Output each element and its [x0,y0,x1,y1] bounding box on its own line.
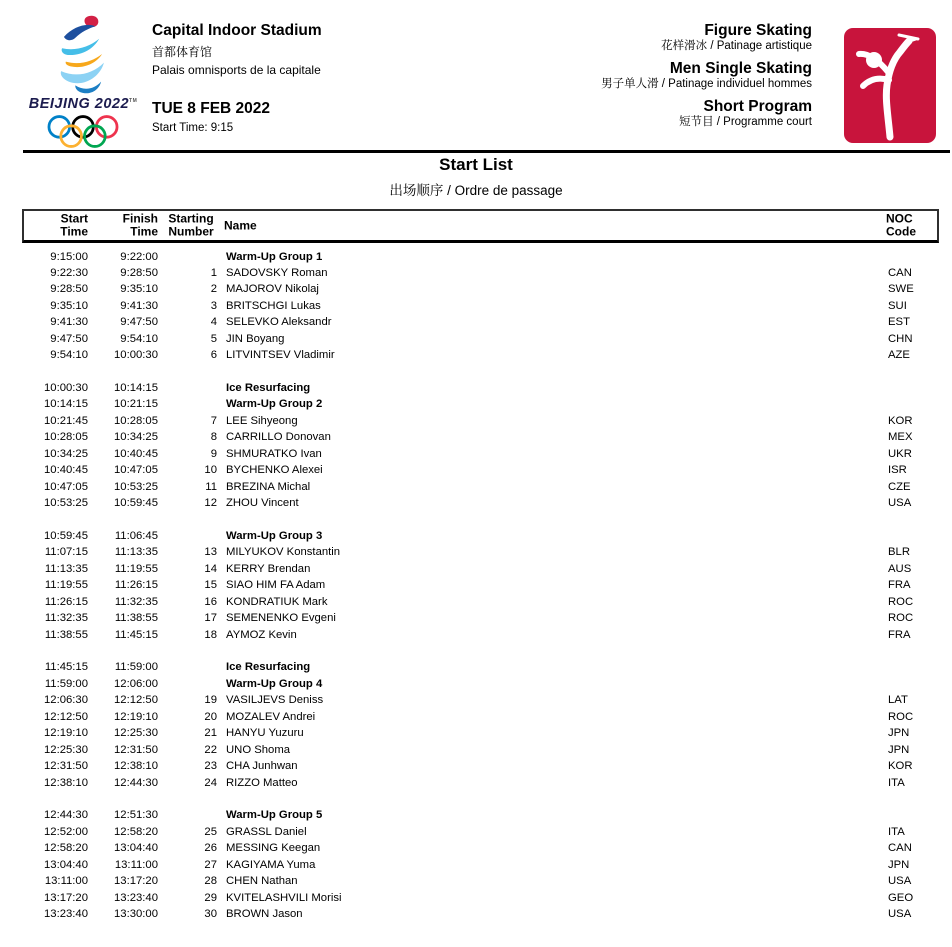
cell-starting-number: 20 [204,710,217,723]
event-sport: Figure Skating [704,22,812,39]
cell-start-time: 9:35:10 [50,299,88,312]
cell-starting-number: 3 [210,299,217,312]
cell-name: Warm-Up Group 4 [226,677,323,690]
cell-name: LITVINTSEV Vladimir [226,349,335,362]
table-row [22,281,939,297]
section-gap [22,512,939,528]
cell-starting-number: 5 [210,332,217,345]
page-title-sub: 出场顺序 / Ordre de passage [389,183,563,198]
cell-start-time: 11:38:55 [44,628,88,641]
cell-start-time: 12:31:50 [44,760,88,773]
cell-name: BYCHENKO Alexei [226,464,323,477]
table-row [22,709,939,725]
section-gap [22,643,939,659]
cell-name: JIN Boyang [226,332,285,345]
cell-noc-code: SWE [888,283,914,296]
cell-name: AYMOZ Kevin [226,628,297,641]
table-row [22,495,939,511]
cell-start-time: 12:38:10 [44,776,88,789]
cell-noc-code: ROC [888,710,914,723]
cell-starting-number: 21 [204,727,217,740]
cell-name: Warm-Up Group 2 [226,398,323,411]
cell-finish-time: 13:30:00 [114,908,158,920]
cell-start-time: 9:22:30 [50,266,88,279]
cell-name: SHMURATKO Ivan [226,447,322,460]
table-row [22,347,939,363]
table-row [22,561,939,577]
cell-name: KERRY Brendan [226,562,311,575]
cell-starting-number: 30 [204,908,217,920]
cell-starting-number: 27 [204,858,217,871]
cell-start-time: 9:15:00 [50,250,88,263]
page-title: Start List [439,155,513,174]
cell-noc-code: CAN [888,266,912,279]
cell-noc-code: CZE [888,480,911,493]
table-row [22,692,939,708]
cell-noc-code: JPN [888,743,910,756]
event-discipline: Men Single Skating [669,60,812,77]
table-row [22,594,939,610]
venue-title-chinese: 首都体育馆 [152,45,213,59]
table-row [22,479,939,495]
table-row [22,577,939,593]
cell-finish-time: 13:23:40 [114,891,158,904]
table-row [22,659,939,675]
cell-starting-number: 29 [204,891,217,904]
cell-start-time: 12:25:30 [44,743,88,756]
column-header-name: Name [224,217,257,232]
table-row [22,873,939,889]
cell-starting-number: 22 [204,743,217,756]
cell-finish-time: 11:13:35 [114,546,158,559]
cell-noc-code: AUS [888,562,912,575]
cell-noc-code: GEO [888,891,914,904]
cell-start-time: 12:06:30 [44,694,88,707]
cell-start-time: 10:53:25 [44,497,88,510]
session-block [152,100,270,134]
cell-start-time: 13:11:00 [44,875,88,888]
cell-finish-time: 11:19:55 [114,562,158,575]
cell-name: Warm-Up Group 3 [226,529,323,542]
cell-start-time: 12:44:30 [44,809,88,822]
table-row [22,446,939,462]
figure-skating-pictogram-icon [843,27,937,144]
cell-finish-time: 13:04:40 [114,842,158,855]
cell-start-time: 11:26:15 [44,595,88,608]
cell-noc-code: CHN [888,332,913,345]
cell-finish-time: 10:00:30 [114,349,158,362]
cell-name: CHA Junhwan [226,760,298,773]
table-row [22,758,939,774]
cell-finish-time: 10:47:05 [114,464,158,477]
venue-block [152,22,322,77]
cell-name: CARRILLO Donovan [226,431,331,444]
cell-starting-number: 10 [204,464,217,477]
cell-noc-code: USA [888,497,912,510]
cell-name: BRITSCHGI Lukas [226,299,321,312]
cell-finish-time: 10:53:25 [114,480,158,493]
table-row [22,824,939,840]
cell-finish-time: 10:59:45 [114,497,158,510]
table-row [22,725,939,741]
cell-finish-time: 12:58:20 [114,825,158,838]
cell-start-time: 11:45:15 [44,661,88,674]
cell-start-time: 13:23:40 [44,908,88,920]
table-row [22,627,939,643]
event-sport-sub: 花样滑冰 / Patinage artistique [661,40,812,52]
cell-noc-code: JPN [888,858,910,871]
cell-start-time: 10:21:45 [44,414,88,427]
cell-starting-number: 28 [204,875,217,888]
cell-noc-code: KOR [888,760,913,773]
cell-starting-number: 26 [204,842,217,855]
cell-starting-number: 12 [204,497,217,510]
cell-finish-time: 12:31:50 [114,743,158,756]
cell-finish-time: 12:51:30 [114,809,158,822]
cell-noc-code: FRA [888,579,911,592]
table-row [22,331,939,347]
cell-noc-code: KOR [888,414,913,427]
section-gap [22,364,939,380]
table-row [22,429,939,445]
table-row [22,265,939,281]
table-row [22,676,939,692]
cell-finish-time: 11:59:00 [114,661,158,674]
cell-starting-number: 17 [204,612,217,625]
cell-name: KVITELASHVILI Morisi [226,891,342,904]
table-row [22,462,939,478]
cell-finish-time: 9:22:00 [120,250,158,263]
cell-start-time: 9:41:30 [50,316,88,329]
cell-noc-code: MEX [888,431,913,444]
table-row [22,857,939,873]
cell-name: KAGIYAMA Yuma [226,858,316,871]
cell-start-time: 11:59:00 [44,677,88,690]
cell-start-time: 10:34:25 [44,447,88,460]
cell-name: SIAO HIM FA Adam [226,579,326,592]
cell-noc-code: CAN [888,842,912,855]
cell-name: SADOVSKY Roman [226,266,328,279]
cell-finish-time: 9:28:50 [120,266,158,279]
cell-name: MAJOROV Nikolaj [226,283,319,296]
event-block [601,22,812,136]
cell-starting-number: 13 [204,546,217,559]
cell-finish-time: 10:34:25 [114,431,158,444]
table-row [22,840,939,856]
cell-name: GRASSL Daniel [226,825,307,838]
cell-noc-code: FRA [888,628,911,641]
cell-start-time: 12:19:10 [44,727,88,740]
cell-noc-code: UKR [888,447,912,460]
cell-name: SELEVKO Aleksandr [226,316,332,329]
cell-start-time: 10:59:45 [44,529,88,542]
cell-name: BREZINA Michal [226,480,311,493]
cell-name: KONDRATIUK Mark [226,595,328,608]
cell-finish-time: 9:54:10 [120,332,158,345]
event-segment-sub: 短节目 / Programme court [679,116,812,128]
table-row [22,380,939,396]
venue-title: Capital Indoor Stadium [152,22,322,39]
header-divider [23,150,950,153]
cell-finish-time: 11:06:45 [114,529,158,542]
cell-start-time: 10:40:45 [44,464,88,477]
cell-noc-code: USA [888,875,912,888]
cell-start-time: 9:28:50 [50,283,88,296]
cell-finish-time: 10:40:45 [114,447,158,460]
event-segment: Short Program [703,98,812,115]
cell-name: MESSING Keegan [226,842,321,855]
cell-start-time: 12:58:20 [44,842,88,855]
cell-finish-time: 9:41:30 [120,299,158,312]
cell-finish-time: 12:38:10 [114,760,158,773]
cell-finish-time: 10:14:15 [114,382,158,394]
cell-name: Ice Resurfacing [226,661,311,674]
cell-noc-code: EST [888,316,910,329]
document-title [0,155,952,199]
cell-name: CHEN Nathan [226,875,298,888]
cell-starting-number: 11 [205,480,217,493]
table-row [22,544,939,560]
cell-noc-code: ROC [888,612,914,625]
cell-finish-time: 13:17:20 [114,875,158,888]
column-header-noc-code: NOC Code [886,211,916,239]
table-row [22,906,939,922]
beijing-2022-logo [22,14,144,148]
cell-starting-number: 7 [210,414,217,427]
session-start-time: Start Time: 9:15 [152,122,234,134]
table-row [22,249,939,265]
table-row [22,314,939,330]
cell-start-time: 10:00:30 [44,382,88,394]
cell-starting-number: 9 [210,447,217,460]
cell-name: UNO Shoma [226,743,291,756]
cell-noc-code: BLR [888,546,910,559]
cell-starting-number: 1 [210,266,217,279]
cell-start-time: 12:12:50 [44,710,88,723]
cell-name: ZHOU Vincent [226,497,299,510]
cell-start-time: 9:54:10 [50,349,88,362]
cell-start-time: 11:07:15 [44,546,88,559]
session-date: TUE 8 FEB 2022 [152,100,271,117]
cell-name: MOZALEV Andrei [226,710,316,723]
cell-starting-number: 4 [210,316,217,329]
cell-starting-number: 8 [210,431,217,444]
cell-starting-number: 25 [204,825,217,838]
cell-name: VASILJEVS Deniss [226,694,324,707]
cell-start-time: 10:28:05 [44,431,88,444]
cell-finish-time: 11:38:55 [114,612,158,625]
venue-title-french: Palais omnisports de la capitale [152,63,321,77]
beijing-2022-wordmark: BEIJING 2022™ [28,96,138,112]
cell-finish-time: 11:32:35 [114,595,158,608]
cell-noc-code: ITA [888,825,905,838]
table-row [22,890,939,906]
cell-finish-time: 9:47:50 [120,316,158,329]
cell-finish-time: 12:12:50 [114,694,158,707]
cell-finish-time: 11:26:15 [114,579,158,592]
cell-starting-number: 23 [204,760,217,773]
cell-finish-time: 12:25:30 [114,727,158,740]
cell-noc-code: ISR [888,464,907,477]
cell-name: LEE Sihyeong [226,414,298,427]
column-header-finish-time: Finish Time [122,211,158,239]
cell-name: Warm-Up Group 5 [226,809,323,822]
table-row [22,298,939,314]
cell-start-time: 10:47:05 [44,480,88,493]
cell-finish-time: 10:28:05 [114,414,158,427]
table-row [22,807,939,823]
cell-name: SEMENENKO Evgeni [226,612,336,625]
cell-name: BROWN Jason [226,908,303,920]
cell-start-time: 11:32:35 [44,612,88,625]
cell-name: RIZZO Matteo [226,776,298,789]
cell-starting-number: 19 [204,694,217,707]
cell-start-time: 13:04:40 [44,858,88,871]
cell-finish-time: 12:06:00 [114,677,158,690]
cell-noc-code: SUI [888,299,907,312]
table-header [22,209,939,243]
cell-noc-code: ROC [888,595,914,608]
cell-start-time: 11:19:55 [44,579,88,592]
cell-noc-code: AZE [888,349,910,362]
cell-finish-time: 10:21:15 [114,398,158,411]
cell-finish-time: 12:19:10 [114,710,158,723]
cell-finish-time: 13:11:00 [114,858,158,871]
table-row [22,396,939,412]
column-header-starting-number: Starting Number [168,211,214,239]
table-row [22,413,939,429]
table-row [22,610,939,626]
table-row [22,528,939,544]
event-discipline-sub: 男子单人滑 / Patinage individuel hommes [601,78,812,90]
cell-start-time: 12:52:00 [44,825,88,838]
cell-starting-number: 24 [204,776,217,789]
cell-starting-number: 14 [204,562,217,575]
table-row [22,742,939,758]
cell-noc-code: JPN [888,727,910,740]
beijing-2022-emblem-icon [52,14,114,94]
cell-finish-time: 9:35:10 [120,283,158,296]
cell-name: Warm-Up Group 1 [226,250,323,263]
cell-noc-code: LAT [888,694,908,707]
column-header-start-time: Start Time [60,211,88,239]
cell-starting-number: 2 [210,283,217,296]
cell-finish-time: 12:44:30 [114,776,158,789]
cell-start-time: 13:17:20 [44,891,88,904]
cell-name: HANYU Yuzuru [226,727,304,740]
cell-start-time: 10:14:15 [44,398,88,411]
cell-noc-code: ITA [888,776,905,789]
table-body [22,249,939,923]
cell-start-time: 9:47:50 [50,332,88,345]
cell-starting-number: 16 [204,595,217,608]
cell-noc-code: USA [888,908,912,920]
cell-finish-time: 11:45:15 [114,628,158,641]
cell-starting-number: 15 [204,579,217,592]
cell-name: MILYUKOV Konstantin [226,546,341,559]
section-gap [22,791,939,807]
cell-name: Ice Resurfacing [226,382,311,394]
cell-starting-number: 6 [210,349,217,362]
cell-starting-number: 18 [204,628,217,641]
olympic-rings-icon [40,115,126,148]
table-row [22,775,939,791]
cell-start-time: 11:13:35 [44,562,88,575]
